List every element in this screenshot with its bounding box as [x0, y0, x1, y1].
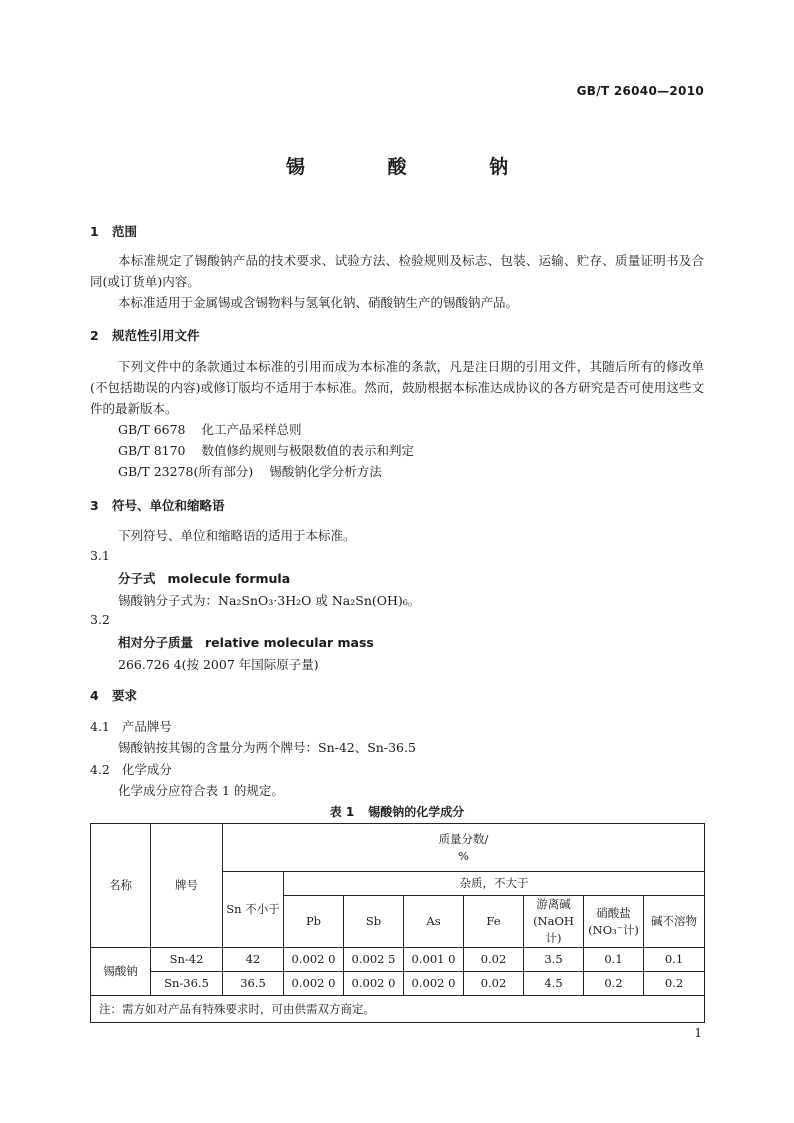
header-mass-fraction: [223, 824, 705, 872]
header-alkali-insoluble: 碱不溶物: [644, 896, 705, 948]
section-2-paragraph: 下列文件中的条款通过本标准的引用而成为本标准的条款，凡是注日期的引用文件，其随后所有的修改单(不包括勘误的内容)或修订版均不适用于本标准。然而，鼓励根据本标准达成协议的各方研究是否可使用这些文件的最新版本。: [90, 359, 704, 416]
clause-3-1-definition: [118, 591, 420, 609]
reference-title: 锡酸钠化学分析方法: [269, 464, 382, 479]
clause-4-1-text: 锡酸钠按其锡的含量分为两个牌号：Sn-42、Sn-36.5: [118, 740, 416, 755]
cell-no3: 0.1: [584, 948, 644, 972]
section-1-paragraph-2: 本标准适用于金属锡或含锡物料与氢氧化钠、硝酸钠生产的锡酸钠产品。: [118, 295, 519, 310]
section-1-paragraph-1: 本标准规定了锡酸钠产品的技术要求、试验方法、检验规则及标志、包装、运输、贮存、质量证明书及合同(或订货单)内容。: [90, 253, 704, 289]
section-number: 2: [90, 328, 99, 343]
table-note: 注：需方如对产品有特殊要求时，可由供需双方商定。: [91, 996, 705, 1023]
clause-3-2-definition: 266.726 4(按 2007 年国际原子量): [118, 657, 319, 672]
cell-naoh: 4.5: [524, 972, 584, 996]
reference-code: GB/T 23278(所有部分): [118, 464, 254, 479]
clause-3-1-number: 3.1: [90, 548, 110, 563]
cell-insoluble: 0.2: [644, 972, 705, 996]
clause-3-2-number: 3.2: [90, 612, 110, 627]
header-line-1: 硝酸盐: [596, 905, 631, 920]
table-row: [91, 948, 705, 972]
reference-title: 数值修约规则与极限数值的表示和判定: [201, 443, 415, 458]
cell-pb: 0.002 0: [284, 948, 344, 972]
section-number: 1: [90, 224, 99, 239]
section-title: 范围: [112, 224, 138, 239]
header-fe: Fe: [464, 896, 524, 948]
term-chinese: 分子式: [118, 571, 156, 586]
reference-item: [118, 441, 414, 459]
header-sb: Sb: [344, 896, 404, 948]
header-pb: Pb: [284, 896, 344, 948]
cell-fe: 0.02: [464, 972, 524, 996]
section-number: 3: [90, 498, 99, 513]
cell-sn: 36.5: [223, 972, 284, 996]
cell-sb: 0.002 0: [344, 972, 404, 996]
cell-insoluble: 0.1: [644, 948, 705, 972]
cell-grade: Sn-42: [151, 948, 223, 972]
standard-number: GB/T 26040—2010: [576, 84, 704, 98]
header-line-2: (NaOH 计): [533, 914, 574, 945]
term-english: molecule formula: [167, 571, 291, 586]
section-3-intro: 下列符号、单位和缩略语的适用于本标准。: [118, 528, 356, 543]
section-number: 4: [90, 688, 99, 703]
formula-hydroxide: Na₂Sn(OH)₆: [331, 593, 408, 608]
table-row: [91, 972, 705, 996]
cell-as: 0.001 0: [404, 948, 464, 972]
clause-4-2-heading: [90, 760, 172, 778]
reference-title: 化工产品采样总则: [201, 422, 302, 437]
cell-no3: 0.2: [584, 972, 644, 996]
term-chinese: 相对分子质量: [118, 635, 194, 650]
header-nitrate: [584, 896, 644, 948]
reference-item: [118, 462, 382, 480]
header-as: As: [404, 896, 464, 948]
page-number: 1: [694, 1026, 702, 1040]
definition-text: 。: [407, 593, 421, 608]
cell-sb: 0.002 5: [344, 948, 404, 972]
clause-4-1-heading: [90, 717, 172, 735]
table-caption-title: 锡酸钠的化学成分: [368, 805, 465, 819]
section-3-heading: [90, 496, 225, 514]
reference-code: GB/T 6678: [118, 422, 186, 437]
formula-hydrate: Na₂SnO₃·3H₂O: [218, 593, 312, 608]
header-mass-unit: %: [458, 848, 469, 863]
section-title: 规范性引用文件: [112, 328, 200, 343]
cell-pb: 0.002 0: [284, 972, 344, 996]
section-2-heading: [90, 326, 200, 344]
cell-naoh: 3.5: [524, 948, 584, 972]
header-sn-min: Sn 不小于: [223, 872, 284, 948]
section-title: 符号、单位和缩略语: [112, 498, 225, 513]
section-1-heading: [90, 222, 137, 240]
cell-sn: 42: [223, 948, 284, 972]
header-name: 名称: [91, 824, 151, 948]
clause-4-2-text: 化学成分应符合表 1 的规定。: [118, 783, 284, 798]
reference-code: GB/T 8170: [118, 443, 186, 458]
clause-title: 化学成分: [121, 762, 172, 777]
clause-title: 产品牌号: [121, 719, 172, 734]
clause-number: 4.2: [90, 762, 110, 777]
definition-text: 锡酸钠分子式为：: [118, 593, 219, 608]
cell-as: 0.002 0: [404, 972, 464, 996]
clause-3-1-term: [118, 569, 290, 587]
table-caption-number: 表 1: [329, 805, 355, 819]
table-caption: [0, 803, 794, 820]
product-name: 锡酸钠: [91, 948, 151, 996]
header-grade: 牌号: [151, 824, 223, 948]
reference-item: [118, 420, 302, 438]
term-english: relative molecular mass: [205, 635, 374, 650]
cell-grade: Sn-36.5: [151, 972, 223, 996]
definition-text: 或: [315, 593, 328, 608]
header-mass-label: 质量分数/: [438, 831, 489, 846]
section-4-heading: [90, 686, 137, 704]
header-line-2: (NO₃⁻计): [588, 922, 639, 937]
cell-fe: 0.02: [464, 948, 524, 972]
document-title: 锡 酸 钠: [285, 156, 547, 178]
header-line-1: 游离碱: [536, 897, 571, 911]
clause-number: 4.1: [90, 719, 110, 734]
header-impurities: 杂质，不大于: [284, 872, 705, 896]
section-title: 要求: [112, 688, 138, 703]
composition-table: [90, 823, 705, 1023]
header-free-alkali: [524, 896, 584, 948]
clause-3-2-term: [118, 633, 374, 651]
